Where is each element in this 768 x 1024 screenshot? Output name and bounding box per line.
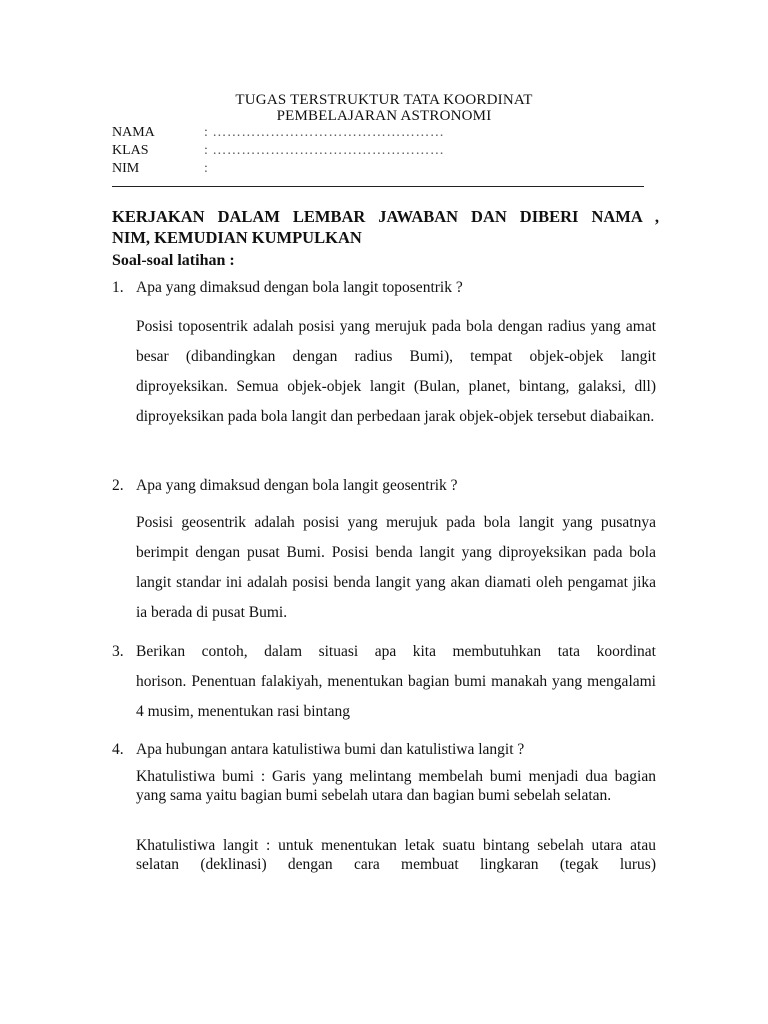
question-3 bbox=[112, 637, 656, 727]
header-divider bbox=[112, 186, 644, 187]
identity-value: : ………………………………………… bbox=[204, 125, 445, 140]
answer-4-part-2 bbox=[136, 836, 656, 874]
answer-2 bbox=[136, 508, 656, 628]
answer-1 bbox=[136, 312, 656, 432]
identity-label: KLAS bbox=[112, 143, 149, 158]
question-1 bbox=[112, 279, 656, 297]
document-subtitle: PEMBELAJARAN ASTRONOMI bbox=[276, 108, 492, 124]
instruction-line: KERJAKAN DALAM LEMBAR JAWABAN DAN DIBERI NAMA , bbox=[112, 207, 659, 226]
answer-text: Khatulistiwa langit : untuk menentukan letak suatu bintang sebelah utara atau selatan (deklinasi) dengan cara membuat lingkaran (tegak lurus) bbox=[136, 837, 656, 873]
document-title: TUGAS TERSTRUKTUR TATA KOORDINAT bbox=[235, 92, 533, 108]
question-number: 4. bbox=[112, 741, 124, 758]
question-number: 3. bbox=[112, 643, 124, 660]
section-title: Soal-soal latihan : bbox=[112, 252, 235, 269]
question-text: Apa yang dimaksud dengan bola langit toposentrik ? bbox=[136, 279, 463, 296]
identity-row-nim bbox=[112, 161, 208, 177]
answer-text: Posisi geosentrik adalah posisi yang merujuk pada bola langit yang pusatnya berimpit dengan pusat Bumi. Posisi benda langit yang diproyeksikan pada bola langit standar ini adalah posisi benda langit yang akan diamati oleh pengamat jika ia berada di pusat Bumi. bbox=[136, 514, 656, 621]
question-2 bbox=[112, 477, 656, 495]
identity-label: NAMA bbox=[112, 125, 155, 140]
answer-text: Posisi toposentrik adalah posisi yang merujuk pada bola dengan radius yang amat besar (dibandingkan dengan radius Bumi), tempat objek-objek langit diproyeksikan. Semua objek-objek langit (Bulan, planet, bintang, galaksi, dll) diproyeksikan pada bola langit dan perbedaan jarak objek-objek tersebut diabaikan. bbox=[136, 318, 656, 425]
answer-text: horison. Penentuan falakiyah, menentukan bagian bumi manakah yang mengalami 4 musim, menentukan rasi bintang bbox=[136, 673, 656, 720]
question-4 bbox=[112, 741, 656, 759]
question-number: 2. bbox=[112, 477, 124, 494]
instruction-line: NIM, KEMUDIAN KUMPULKAN bbox=[112, 228, 362, 247]
identity-value: : bbox=[204, 161, 209, 176]
question-text: Apa hubungan antara katulistiwa bumi dan katulistiwa langit ? bbox=[136, 741, 525, 758]
question-text: Apa yang dimaksud dengan bola langit geosentrik ? bbox=[136, 477, 458, 494]
question-text: Berikan contoh, dalam situasi apa kita membutuhkan tata koordinat bbox=[136, 643, 656, 660]
identity-row-klas bbox=[112, 143, 444, 159]
question-number: 1. bbox=[112, 279, 124, 296]
identity-value: : ………………………………………… bbox=[204, 143, 445, 158]
instruction-text bbox=[112, 206, 659, 248]
answer-text: Khatulistiwa bumi : Garis yang melintang membelah bumi menjadi dua bagian yang sama yaitu bagian bumi sebelah utara dan bagian bumi sebelah selatan. bbox=[136, 768, 656, 804]
answer-4-part-1 bbox=[136, 767, 656, 805]
identity-row-nama bbox=[112, 125, 444, 141]
identity-label: NIM bbox=[112, 161, 140, 176]
